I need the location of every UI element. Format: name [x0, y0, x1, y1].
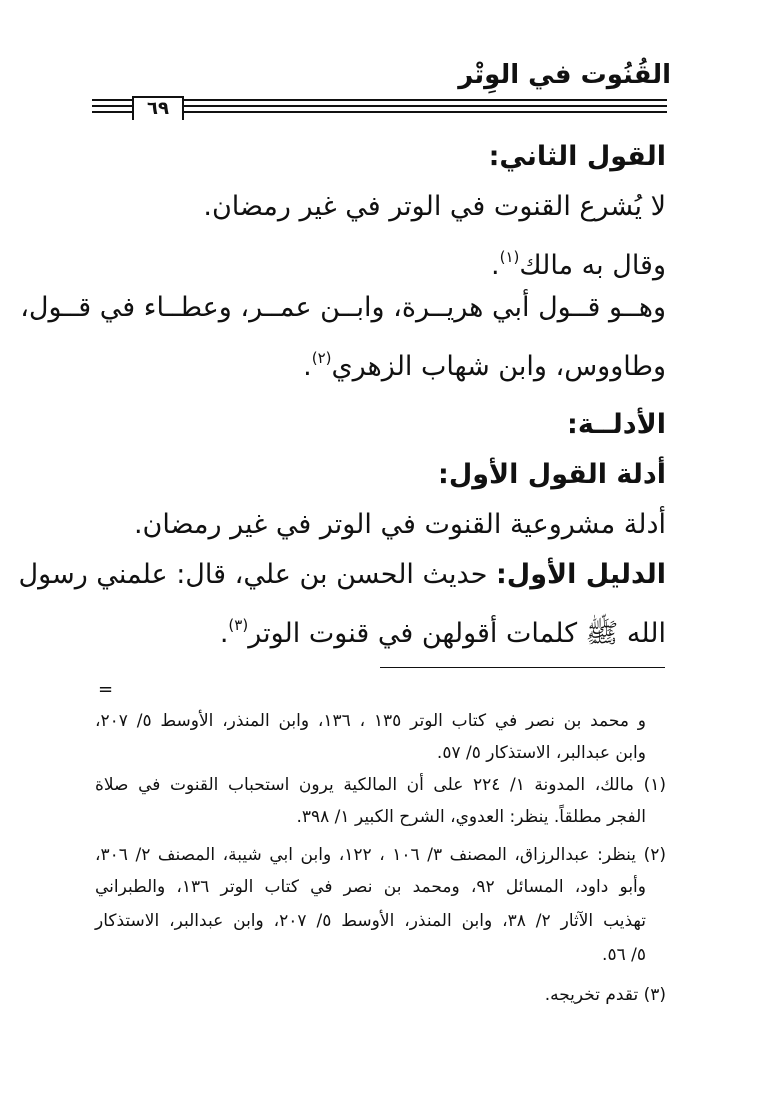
body-line [220, 605, 666, 654]
body-text: . [303, 351, 312, 382]
body-line: أدلة مشروعية القنوت في الوتر في غير رمضان. [133, 509, 666, 540]
footnote-separator [380, 667, 665, 668]
body-text: وقال به مالك [519, 250, 666, 281]
body-text: الله ﷺ كلمات أقولهن في قنوت الوتر [248, 618, 666, 649]
header-rule [92, 96, 667, 122]
body-line: وهــو قــول أبي هريــرة، وابــن عمــر، وعطــاء في قــول، [20, 292, 666, 323]
body-text: وطاووس، وابن شهاب الزهري [331, 351, 666, 382]
running-header-title: القُنُوت في الوِتْر [458, 60, 671, 90]
footnote-line: ٥/ ٥٦. [602, 945, 646, 965]
body-line: لا يُشرع القنوت في الوتر في غير رمضان. [203, 191, 666, 222]
body-text: حديث الحسن بن علي، قال: علمني رسول [18, 559, 496, 590]
footnote-line: (٣) تقدم تخريجه. [544, 985, 666, 1005]
section-heading-second-opinion: القول الثاني: [488, 141, 666, 172]
body-line [18, 555, 666, 595]
footnote-line: و محمد بن نصر في كتاب الوتر ١٣٥ ، ١٣٦، وابن المنذر، الأوسط ٥/ ٢٠٧، [95, 711, 646, 731]
footnote-line: تهذيب الآثار ٢/ ٣٨، وابن المنذر، الأوسط ٥/ ٢٠٧، وابن عبدالبر، الاستذكار [95, 911, 646, 931]
footnote-ref: (٢) [311, 349, 332, 367]
footnote-line: (٢) ينظر: عبدالرزاق، المصنف ٣/ ١٠٦ ، ١٢٢، وابن ابي شيبة، المصنف ٢/ ٣٠٦، [95, 845, 666, 865]
footnote-ref: (١) [499, 248, 520, 266]
section-heading-evidence: الأدلــة: [567, 409, 666, 440]
page-number: ٦٩ [132, 96, 184, 120]
footnote-continuation-mark: = [98, 679, 114, 700]
footnote-ref: (٣) [228, 616, 249, 634]
footnote-line: (١) مالك، المدونة ١/ ٢٢٤ على أن المالكية يرون استحباب القنوت في صلاة [95, 775, 666, 795]
evidence-label: الدليل الأول: [495, 559, 666, 590]
footnote-line: وابن عبدالبر، الاستذكار ٥/ ٥٧. [436, 743, 646, 763]
body-line [491, 237, 666, 286]
body-line [303, 338, 666, 387]
body-text: . [219, 618, 229, 649]
footnote-line: وأبو داود، المسائل ٩٢، ومحمد بن نصر في كتاب الوتر ١٣٦، والطبراني [95, 877, 646, 897]
body-text: . [491, 250, 500, 281]
footnote-line: الفجر مطلقاً. ينظر: العدوي، الشرح الكبير ١/ ٣٩٨. [296, 807, 646, 827]
section-heading-first-opinion-evidence: أدلة القول الأول: [438, 459, 666, 490]
